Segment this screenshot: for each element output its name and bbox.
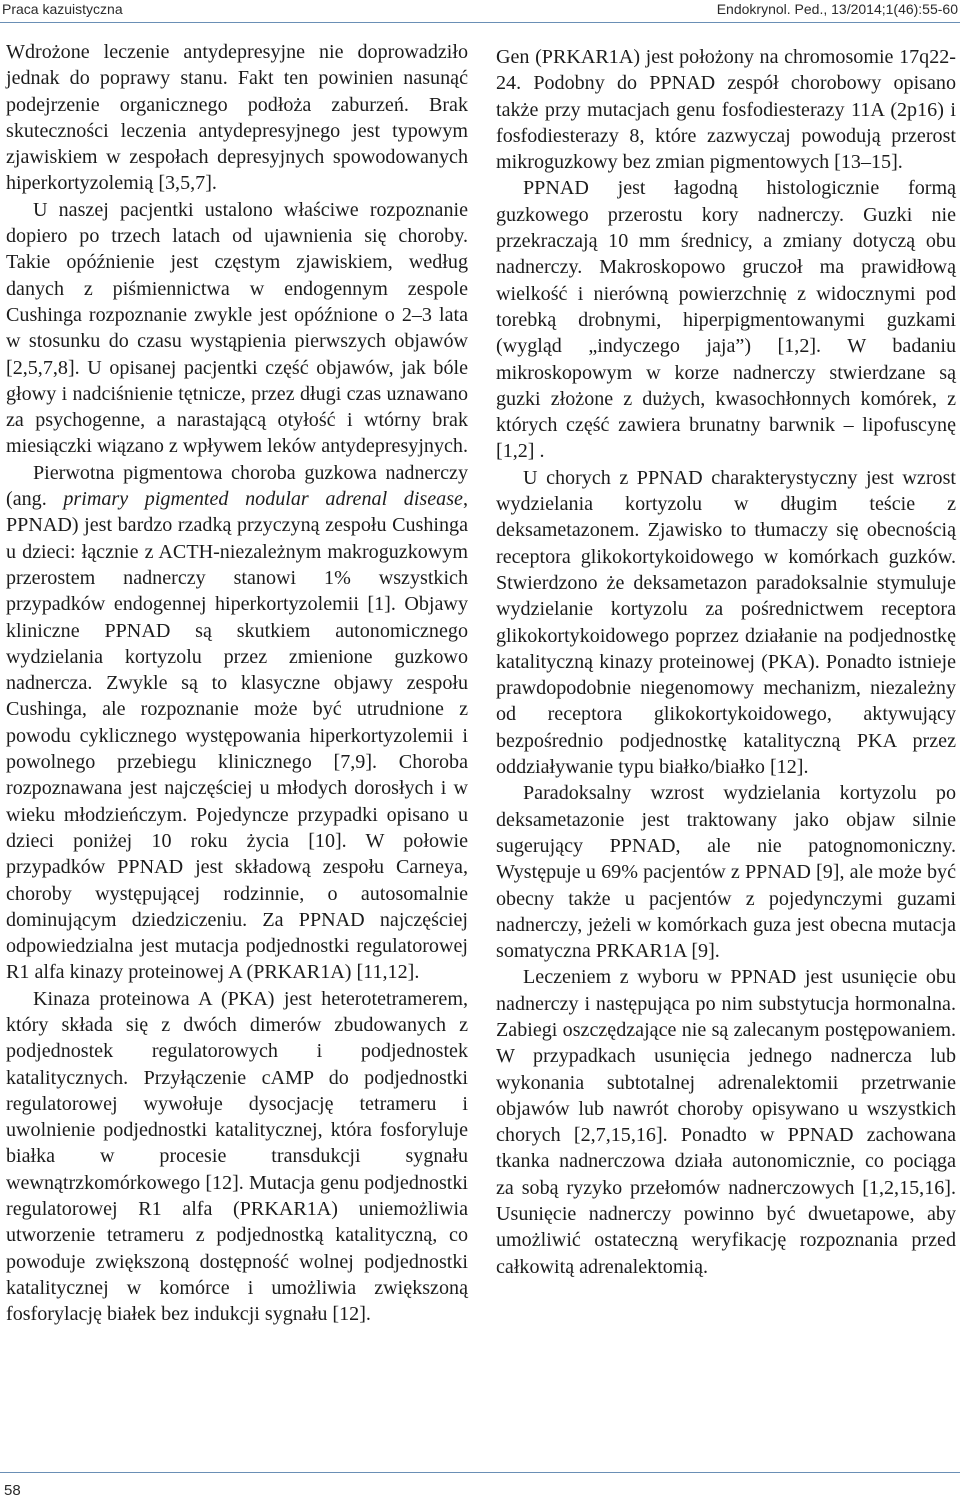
- paragraph: [6, 460, 468, 986]
- paragraph: Gen (PRKAR1A) jest położony na chromosomie 17q22-24. Podobny do PPNAD zespół chorobowy opisano także przy mutacjach genu fosfodiesterazy 11A (2p16) i fosfodiesterazy 8, które zazwyczaj powodują przerost mikroguzkowy bez zmian pigmentowych [13–15].: [496, 46, 956, 174]
- left-column: [6, 39, 468, 1328]
- right-column: [496, 44, 956, 1280]
- paragraph: Paradoksalny wzrost wydzielania kortyzolu po deksametazonie jest traktowany jako objaw silnie sugerujący PPNAD, ale nie patognomoniczny. Występuje u 69% pacjentów z PPNAD [9], ale może być obecny także u pacjentów z pojedynczymi guzami nadnerczy, jeżeli w komórkach guza jest obecna mutacja somatyczna PRKAR1A [9].: [496, 782, 956, 963]
- footer-rule: [0, 1472, 960, 1473]
- italic-term: primary pigmented nodular adrenal disease: [63, 488, 463, 511]
- paragraph: U naszej pacjentki ustalono właściwe rozpoznanie dopiero po trzech latach od ujawnienia się choroby. Takie opóźnienie jest częstym zjawiskiem, według danych z piśmiennictwa w endogennym zespole Cushinga rozpoznanie zwykle jest opóźnione o 2–3 lata w stosunku do czasu wystąpienia pierwszych objawów [2,5,7,8]. U opisanej pacjentki część objawów, jak bóle głowy i nadciśnienie tętnicze, przez długi czas uznawano za psychogenne, a narastającą otyłość i wtórny brak miesiączki wiązano z wpływem leków antydepresyjnych.: [6, 198, 468, 458]
- paragraph-text: , PPNAD) jest bardzo rzadką przyczyną zespołu Cushinga u dzieci: łącznie z ACTH-niezależnym makroguzkowym przerostem nadnerczy stanowi 1% wszystkich przypadków endogennej hiperkortyzolemii [1]. Objawy kliniczne PPNAD są skutkiem autonomicznego wydzielania kortyzolu przez zmienione guzkowo nadnercza. Zwykle są to klasyczne objawy zespołu Cushinga, ale rozpoznanie może być utrudnione z powodu cyklicznego występowania hiperkortyzolemii i powolnego przebiegu klinicznego [7,9]. Choroba rozpoznawana jest najczęściej u młodych dorosłych i w wieku młodzieńczym. Pojedyncze przypadki opisano u dzieci poniżej 10 roku życia [10]. W połowie przypadków PPNAD jest składową zespołu Carneya, choroby występującej rodzinnie, o autosomalnie dominującym dziedziczeniu. Za PPNAD najczęściej odpowiedzialna jest mutacja podjednostki regulatorowej R1 alfa kinazy proteinowej A (PRKAR1A) [11,12].: [6, 488, 468, 984]
- paragraph: Leczeniem z wyboru w PPNAD jest usunięcie obu nadnerczy i następująca po nim substytucja hormonalna. Zabiegi oszczędzające nie są zalecanym postępowaniem. W przypadkach usunięcia jednego nadnercza lub wykonania subtotalnej adrenalektomii przetrwanie objawów lub nawrót choroby opisywano u wszystkich chorych [2,7,15,16]. Ponadto w PPNAD zachowana tkanka nadnerczowa działa autonomicznie, co pociąga za sobą ryzyko przełomów nadnerczowych [1,2,15,16]. Usunięcie nadnerczy powinno być dwuetapowe, aby umożliwić ostateczną weryfikację rozpoznania przed całkowitą adrenalektomią.: [496, 966, 956, 1278]
- paragraph-text: Pierwotna pigmentowa choroba guzkowa nadnerczy (ang.: [6, 461, 468, 511]
- page-header: [0, 0, 960, 23]
- journal-citation: Endokrynol. Ped., 13/2014;1(46):55-60: [716, 1, 958, 17]
- paragraph: U chorych z PPNAD charakterystyczny jest wzrost wydzielania kortyzolu w długim teście z deksametazonem. Zjawisko to tłumaczy się obecnością receptora glikokortykoidowego w komórkach guzków. Stwierdzono że deksametazon paradoksalnie stymuluje wydzielanie kortyzolu za pośrednictwem receptora glikokortykoidowego poprzez działanie na podjednostkę katalityczną kinazy proteinowej (PKA). Ponadto istnieje prawdopodobnie niegenomowy mechanizm, niezależny od receptora glikokortykoidowego, aktywujący bezpośrednio podjednostkę katalityczną PKA przez oddziaływanie typu białko/białko [12].: [496, 466, 956, 779]
- page-number: 58: [4, 1482, 21, 1499]
- section-label: Praca kazuistyczna: [2, 1, 123, 17]
- paragraph: Wdrożone leczenie antydepresyjne nie doprowadziło jednak do poprawy stanu. Fakt ten powinien nasunąć podejrzenie organicznego podłoża zaburzeń. Brak skuteczności leczenia antydepresyjnego jest typowym zjawiskiem w zespołach depresyjnych spowodowanych hiperkortyzolemią [3,5,7].: [6, 41, 468, 195]
- paragraph: PPNAD jest łagodną histologicznie formą guzkowego przerostu kory nadnerczy. Guzki nie przekraczają 10 mm średnicy, a zmiany dotyczą obu nadnerczy. Makroskopowo gruczoł ma prawidłową wielkość i nierówną powierzchnię z widocznymi pod torebką drobnymi, hiperpigmentowanymi guzkami (wygląd „indyczego jaja”) [1,2]. W badaniu mikroskopowym w korze nadnerczy stwierdzane są guzki złożone z dużych, kwasochłonnych komórek, z których część zawiera brunatny barwnik – lipofuscynę [1,2] .: [496, 177, 956, 463]
- paragraph: Kinaza proteinowa A (PKA) jest heterotetramerem, który składa się z dwóch dimerów zbudowanych z podjednostek regulatorowych i podjednostek katalitycznych. Przyłączenie cAMP do podjednostki regulatorowej wywołuje dysocjację tetrameru i uwolnienie podjednostki katalitycznej, która fosforyluje białka w procesie transdukcji sygnału wewnątrzkomórkowego [12]. Mutacja genu podjednostki regulatorowej R1 alfa (PRKAR1A) uniemożliwia utworzenie tetrameru z podjednostką katalityczną, co powoduje zwiększoną dostępność wolnej podjednostki katalitycznej w komórce i umożliwia zwiększoną fosforylację białek bez indukcji sygnału [12].: [6, 987, 468, 1326]
